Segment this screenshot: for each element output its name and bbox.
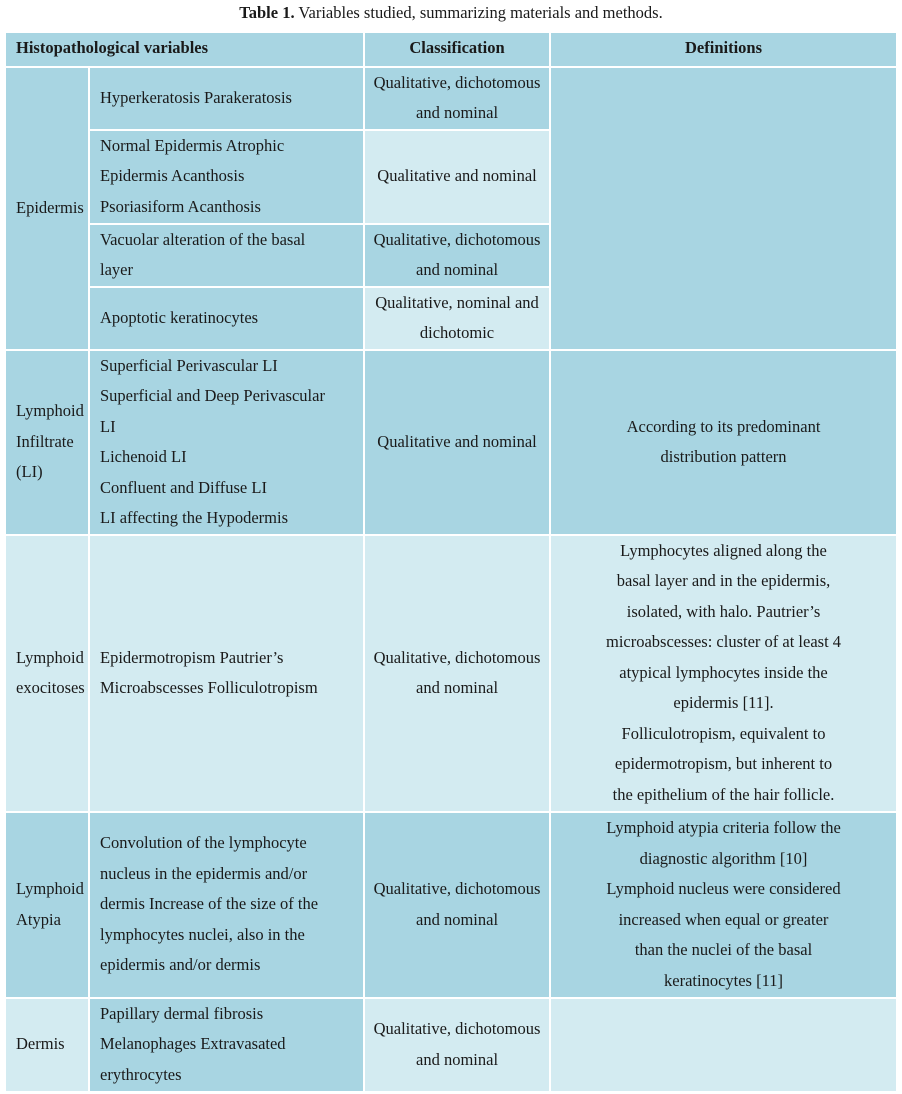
table-row (5, 67, 897, 130)
header-row (5, 32, 897, 67)
variable-cell: Vacuolar alteration of the basal layer (89, 224, 364, 287)
variable-cell: Convolution of the lymphocyte nucleus in the epidermis and/or dermis Increase of the size of the lymphocytes nuclei, also in the epidermis and/or dermis (89, 812, 364, 998)
definition-cell-empty (550, 67, 897, 350)
definition-cell-empty (550, 998, 897, 1092)
definition-cell: Lymphocytes aligned along the basal layer and in the epidermis, isolated, with halo. Pautrier’s microabscesses: cluster of at least 4 atypical lymphocytes inside the epidermis [11]. Folliculotropism, equivalent to epidermotropism, but inherent to the epithelium of the hair follicle. (550, 535, 897, 812)
definition-cell: Lymphoid atypia criteria follow the diagnostic algorithm [10] Lymphoid nucleus were considered increased when equal or greater than the nuclei of the basal keratinocytes [11] (550, 812, 897, 998)
classification-cell: Qualitative, nominal and dichotomic (364, 287, 550, 350)
classification-cell: Qualitative, dichotomous and nominal (364, 998, 550, 1092)
table-row (5, 812, 897, 998)
variable-cell: Epidermotropism Pautrier’s Microabscesses Folliculotropism (89, 535, 364, 812)
definition-cell: According to its predominant distribution pattern (550, 350, 897, 535)
variable-cell: Papillary dermal fibrosis Melanophages Extravasated erythrocytes (89, 998, 364, 1092)
group-dermis: Dermis (5, 998, 89, 1092)
classification-cell: Qualitative and nominal (364, 130, 550, 224)
variables-table (4, 31, 898, 1093)
table-row (5, 998, 897, 1092)
table-row (5, 535, 897, 812)
variable-cell: Superficial Perivascular LI Superficial and Deep Perivascular LI Lichenoid LI Confluent and Diffuse LI LI affecting the Hypodermis (89, 350, 364, 535)
classification-cell: Qualitative, dichotomous and nominal (364, 535, 550, 812)
classification-cell: Qualitative, dichotomous and nominal (364, 224, 550, 287)
classification-cell: Qualitative, dichotomous and nominal (364, 67, 550, 130)
table-caption (0, 2, 902, 24)
header-variables: Histopathological variables (5, 32, 364, 67)
group-lymphoid-atypia: Lymphoid Atypia (5, 812, 89, 998)
variable-cell: Hyperkeratosis Parakeratosis (89, 67, 364, 130)
variable-cell: Apoptotic keratinocytes (89, 287, 364, 350)
group-lymphoid-exocitoses: Lymphoid exocitoses (5, 535, 89, 812)
variable-cell: Normal Epidermis Atrophic Epidermis Acanthosis Psoriasiform Acanthosis (89, 130, 364, 224)
classification-cell: Qualitative and nominal (364, 350, 550, 535)
table-row (5, 350, 897, 535)
classification-cell: Qualitative, dichotomous and nominal (364, 812, 550, 998)
table-title: Variables studied, summarizing materials and methods. (294, 3, 663, 22)
header-definitions: Definitions (550, 32, 897, 67)
header-classification: Classification (364, 32, 550, 67)
table-label: Table 1. (239, 3, 295, 22)
group-epidermis: Epidermis (5, 67, 89, 350)
group-lymphoid-infiltrate: Lymphoid Infiltrate (LI) (5, 350, 89, 535)
